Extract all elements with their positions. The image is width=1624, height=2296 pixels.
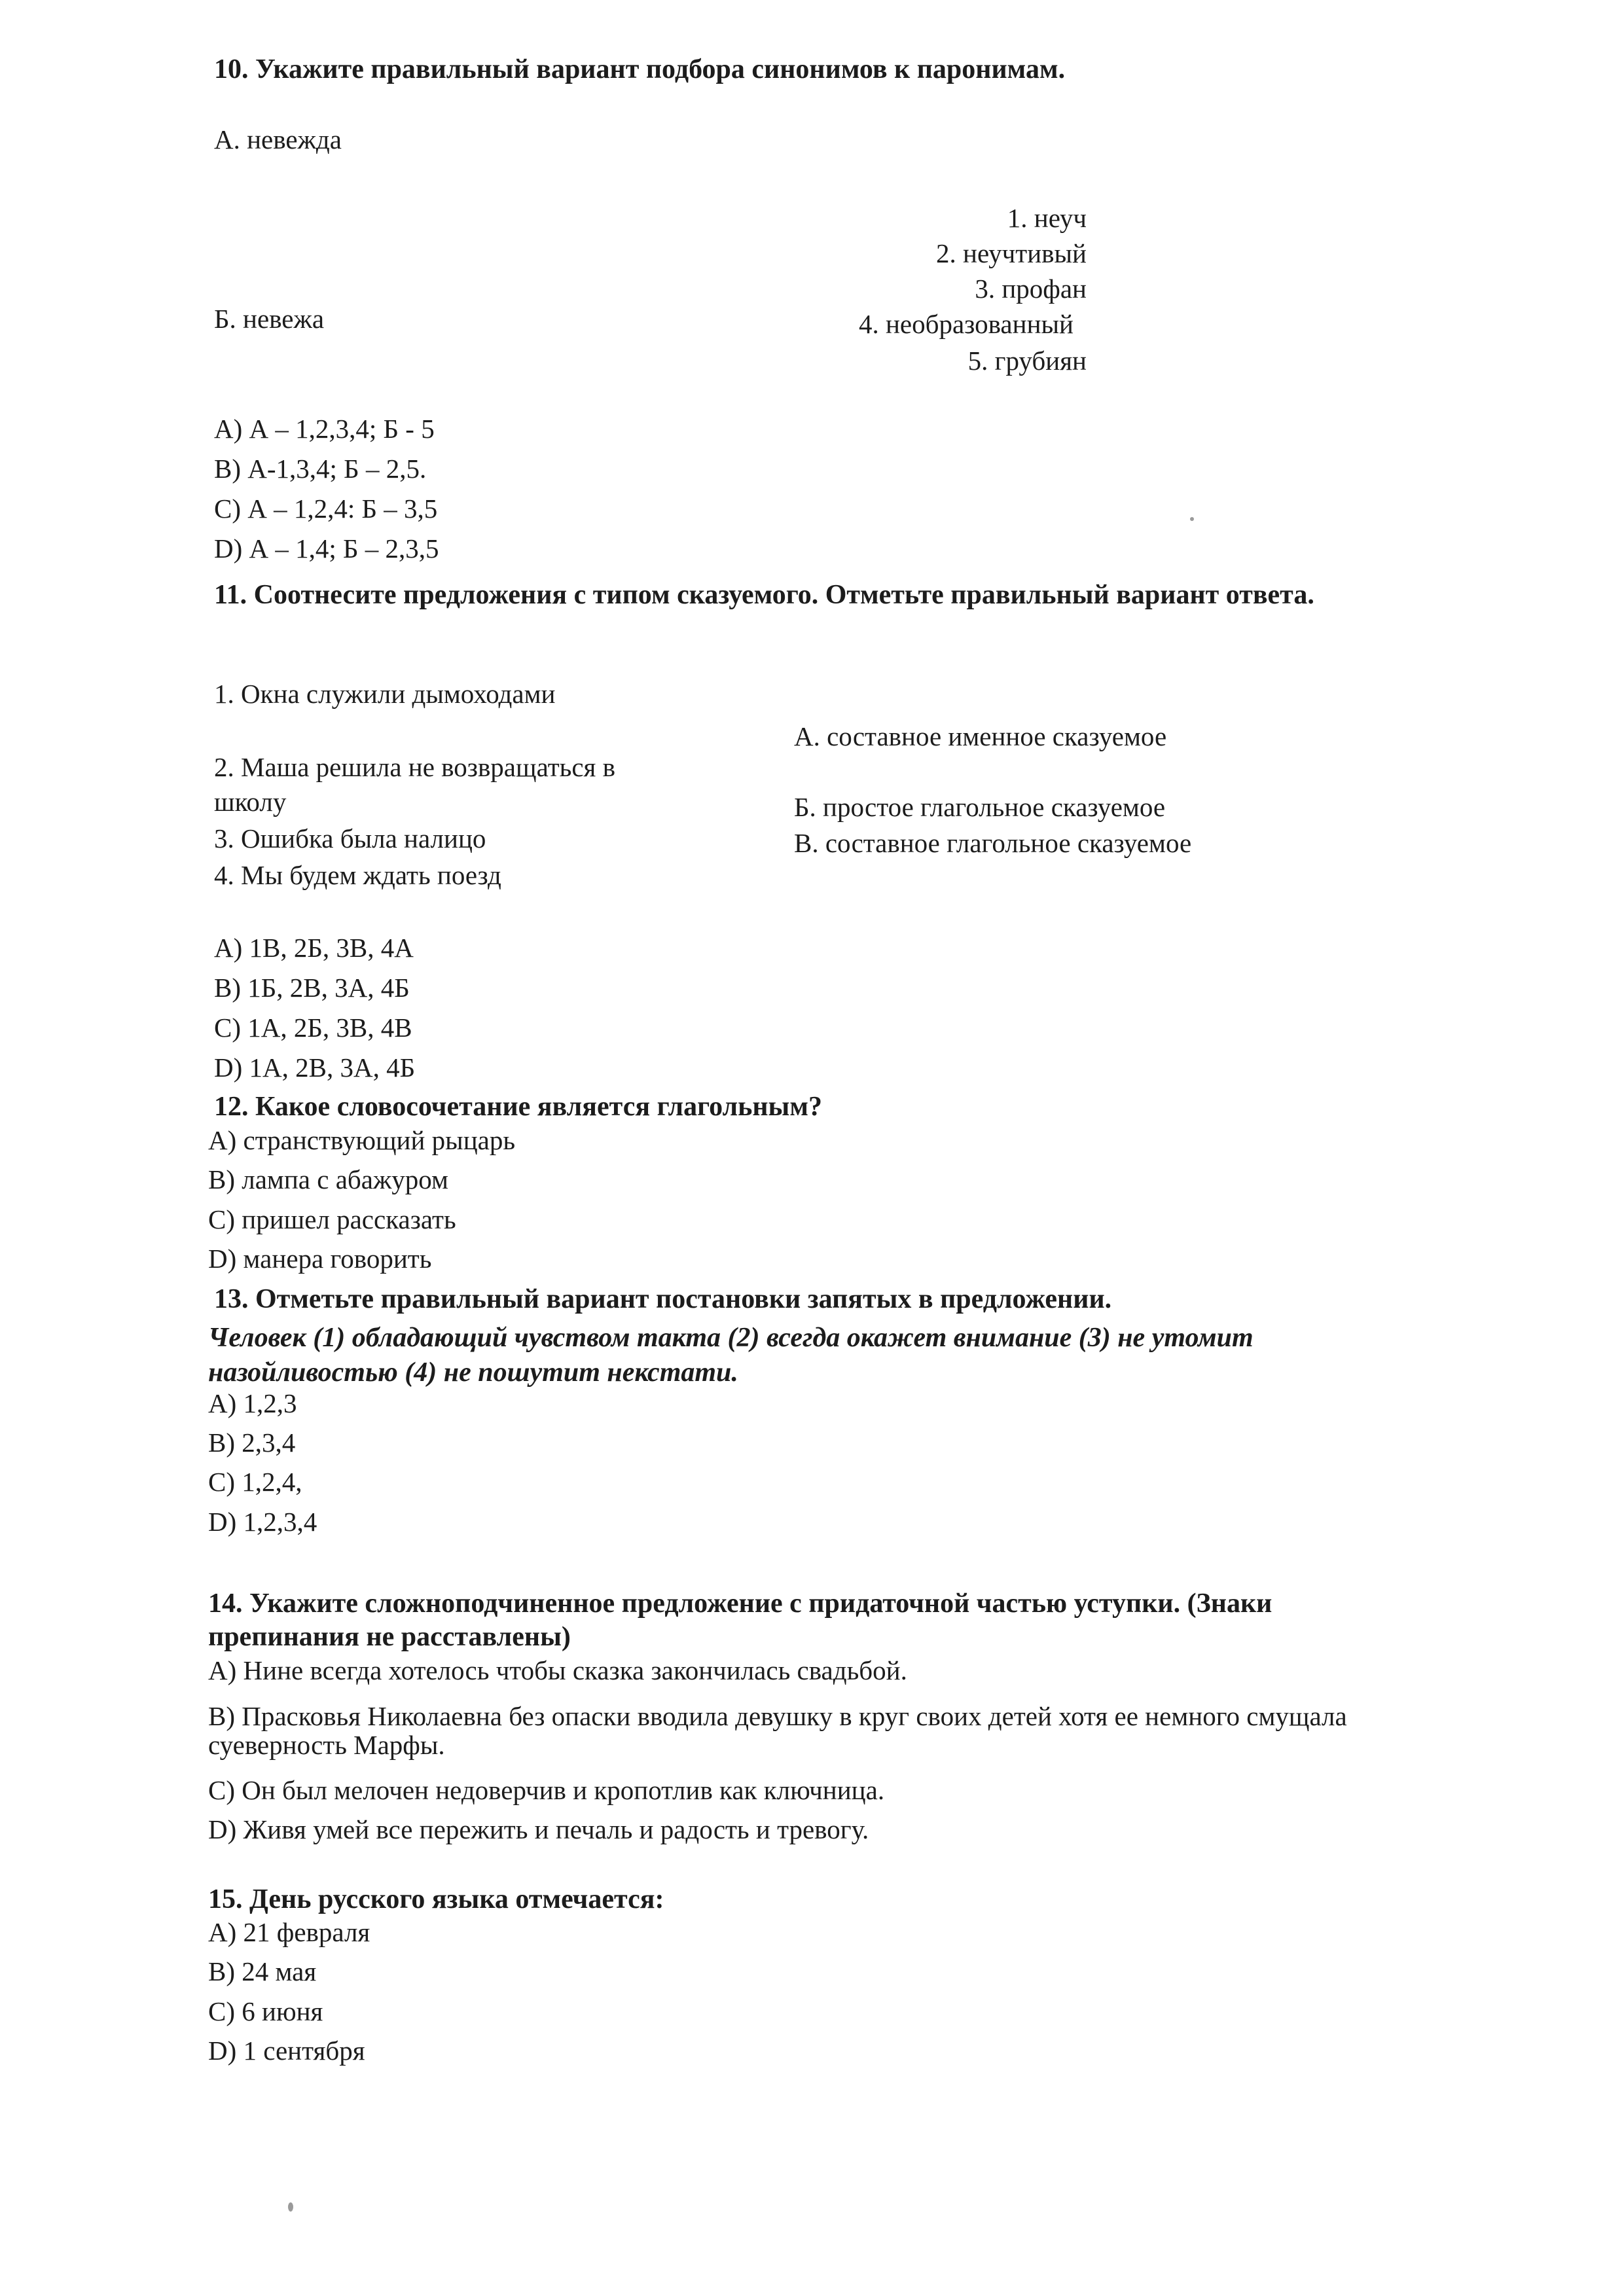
q11-option-a: А) 1В, 2Б, 3В, 4А [214,933,414,963]
q15-option-b: В) 24 мая [208,1956,317,1986]
q10-option-c: С) А – 1,2,4: Б – 3,5 [214,493,438,524]
q13-option-a: А) 1,2,3 [208,1388,297,1418]
q12-option-c: С) пришел рассказать [208,1204,456,1234]
question-15-title: 15. День русского языка отмечается: [208,1884,664,1914]
question-12-title: 12. Какое словосочетание является глагольным? [214,1092,822,1122]
q12-option-d: D) манера говорить [208,1244,432,1274]
q10-left-a: А. невежда [214,124,342,154]
q13-option-c: С) 1,2,4, [208,1467,302,1497]
q11-sentence-2-cont: школу [214,787,287,817]
q10-right-3: 3. профан [975,274,1087,304]
q11-option-d: D) 1А, 2В, 3А, 4Б [214,1052,416,1083]
q13-option-b: В) 2,3,4 [208,1427,296,1458]
q13-sentence-line-2: назойливостью (4) не пошутит некстати. [208,1357,738,1388]
q15-option-a: А) 21 февраля [208,1917,370,1947]
q10-option-d: D) А – 1,4; Б – 2,3,5 [214,533,439,564]
question-14-title: 14. Укажите сложноподчиненное предложение с придаточной частью уступки. (Знаки [208,1588,1272,1619]
scan-speck [1190,517,1194,521]
q13-option-d: D) 1,2,3,4 [208,1507,317,1537]
q10-option-b: В) А-1,3,4; Б – 2,5. [214,454,427,484]
q11-sentence-1: 1. Окна служили дымоходами [214,679,556,709]
q11-sentence-3: 3. Ошибка была налицо [214,823,486,853]
question-11-title: 11. Соотнесите предложения с типом сказуемого. Отметьте правильный вариант ответа. [214,580,1314,610]
q12-option-a: А) странствующий рыцарь [208,1125,516,1155]
q14-option-c: С) Он был мелочен недоверчив и кропотлив как ключница. [208,1775,885,1805]
question-14-title-cont: препинания не расставлены) [208,1622,571,1652]
q10-right-4: 4. необразованный [858,309,1074,339]
q15-option-d: D) 1 сентября [208,2036,365,2066]
q11-sentence-4: 4. Мы будем ждать поезд [214,860,501,890]
q11-type-c: В. составное глагольное сказуемое [794,828,1192,858]
question-13-title: 13. Отметьте правильный вариант постановки запятых в предложении. [214,1284,1112,1314]
q12-option-b: В) лампа с абажуром [208,1164,448,1194]
q10-right-5: 5. грубиян [967,346,1087,376]
q11-type-a: А. составное именное сказуемое [794,721,1167,751]
q14-option-d: D) Живя умей все пережить и печаль и радость и тревогу. [208,1814,869,1844]
q14-option-a: А) Нине всегда хотелось чтобы сказка закончилась свадьбой. [208,1655,907,1685]
scan-speck [288,2202,293,2212]
q15-option-c: С) 6 июня [208,1996,323,2026]
q11-option-c: С) 1А, 2Б, 3В, 4В [214,1013,412,1043]
q14-option-b-cont: суеверность Марфы. [208,1730,445,1760]
q10-left-b: Б. невежа [214,304,325,334]
question-10-title: 10. Укажите правильный вариант подбора синонимов к паронимам. [214,54,1066,84]
q14-option-b: В) Прасковья Николаевна без опаски вводила девушку в круг своих детей хотя ее немного смущала [208,1701,1347,1731]
q11-type-b: Б. простое глагольное сказуемое [794,792,1166,822]
q13-sentence-line-1: Человек (1) обладающий чувством такта (2) всегда окажет внимание (3) не утомит [208,1323,1254,1353]
q11-option-b: В) 1Б, 2В, 3А, 4Б [214,973,410,1003]
q11-sentence-2: 2. Маша решила не возвращаться в [214,752,615,782]
q10-right-1: 1. неуч [1007,203,1087,233]
q10-right-2: 2. неучтивый [936,238,1087,268]
q10-option-a: А) А – 1,2,3,4; Б - 5 [214,414,435,444]
